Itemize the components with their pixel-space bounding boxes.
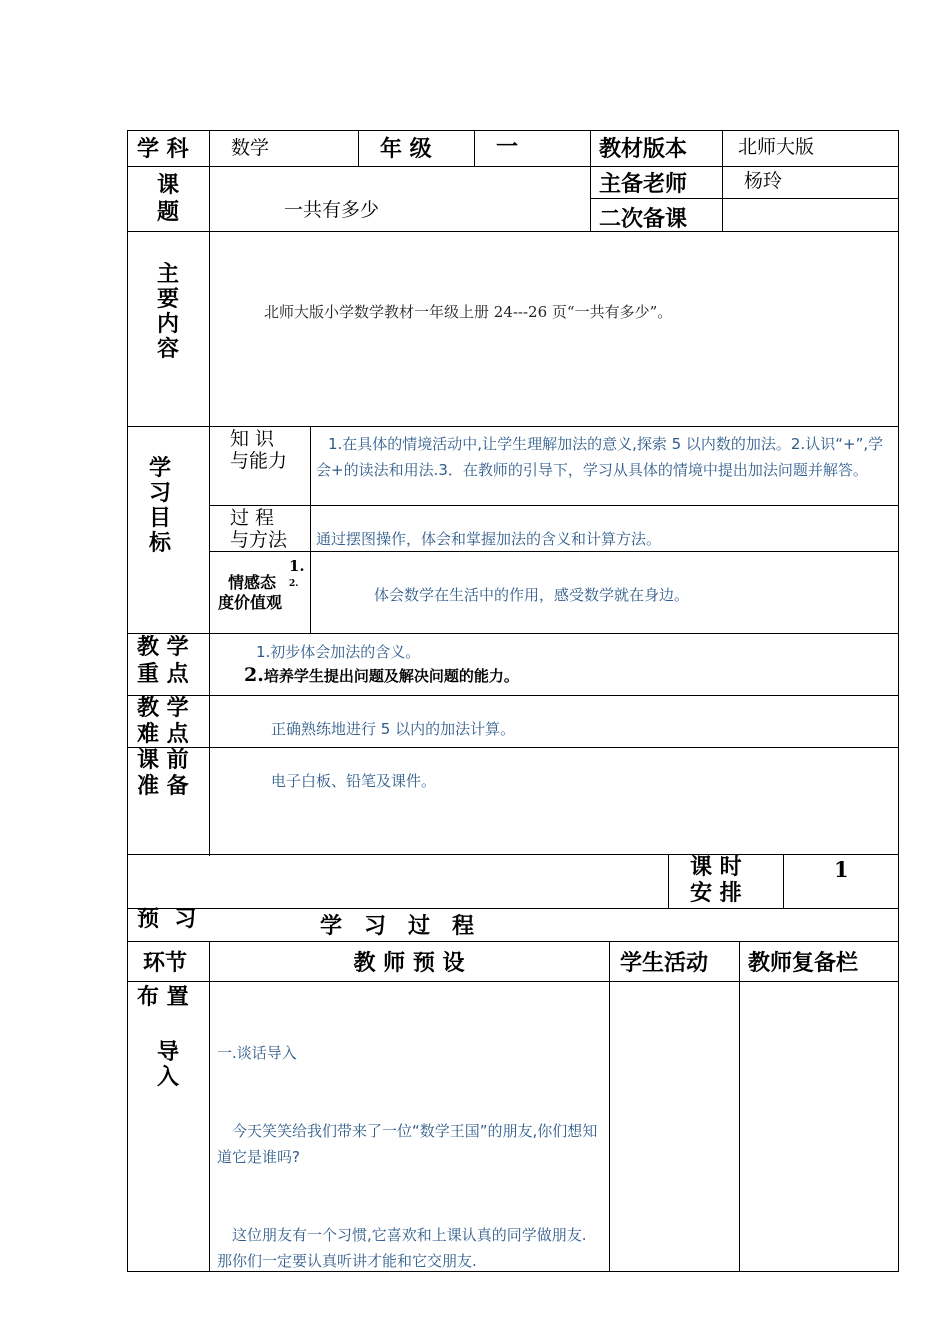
col-student-header: 学生活动	[620, 951, 709, 976]
key-point-1: 1.初步体会加法的含义。	[256, 643, 421, 661]
class-hours-label: 课 时 安 排	[690, 855, 742, 906]
emotion-text: 体会数学在生活中的作用，感受数学就在身边。	[374, 586, 690, 604]
key-point-2: 2.培养学生提出问题及解决问题的能力。	[244, 664, 519, 686]
topic-value: 一共有多少	[284, 199, 380, 221]
grade-value: 一	[496, 135, 519, 160]
objectives-label: 学 习 目 标	[148, 456, 171, 556]
stage-label: 导 入	[156, 1040, 179, 1090]
preview-label: 预 习 布 置	[137, 907, 197, 1010]
second-prep-label: 二次备课	[599, 207, 688, 232]
main-teacher-label: 主备老师	[599, 172, 688, 197]
subject-label: 学 科	[137, 137, 189, 162]
main-teacher-value: 杨玲	[744, 170, 783, 192]
edition-label: 教材版本	[599, 137, 688, 162]
class-hours-value: 1	[834, 857, 849, 882]
edition-value: 北师大版	[738, 136, 815, 158]
subject-value: 数学	[231, 137, 270, 159]
process-method-label: 过 程 与方法	[230, 507, 288, 551]
difficulty-label: 教 学 难 点	[137, 696, 189, 747]
col-review-header: 教师复备栏	[748, 951, 859, 976]
process-title: 学 习 过 程	[319, 914, 474, 939]
difficulty-text: 正确熟练地进行 5 以内的加法计算。	[271, 720, 516, 738]
grade-label: 年 级	[380, 137, 432, 162]
knowledge-label: 知 识 与能力	[230, 428, 288, 472]
col-stage-header: 环节	[143, 951, 188, 976]
content-text: 北师大版小学数学教材一年级上册 24---26 页“一共有多少”。	[264, 303, 673, 321]
knowledge-text: 1.在具体的情境活动中,让学生理解加法的意义,探索 5 以内数的加法。2.认识“+”,学会+的读法和用法.3．在教师的引导下，学习从具体的情境中提出加法问题并解答。	[316, 435, 884, 479]
emotion-numbers: 1. 2.	[289, 557, 305, 589]
emotion-label: 情感态 度价值观	[218, 573, 283, 612]
teacher-preset-text: 一.谈话导入 今天笑笑给我们带来了一位“数学王国”的朋友,你们想知道它是谁吗? 这位朋友有一个习惯,它喜欢和上课认真的同学做朋友.那你们一定要认真听讲才能和它交朋友.	[217, 1044, 598, 1270]
topic-label-line1: 课	[157, 173, 180, 198]
process-method-text: 通过摆图操作，体会和掌握加法的含义和计算方法。	[316, 530, 662, 548]
topic-label-line2: 题	[157, 200, 180, 225]
col-teacher-header: 教 师 预 设	[353, 951, 465, 976]
content-label: 主 要 内 容	[156, 262, 179, 362]
key-points-label: 教 学 重 点	[137, 635, 189, 687]
preparation-text: 电子白板、铅笔及课件。	[271, 772, 437, 790]
preparation-label: 课 前 准 备	[137, 748, 189, 799]
